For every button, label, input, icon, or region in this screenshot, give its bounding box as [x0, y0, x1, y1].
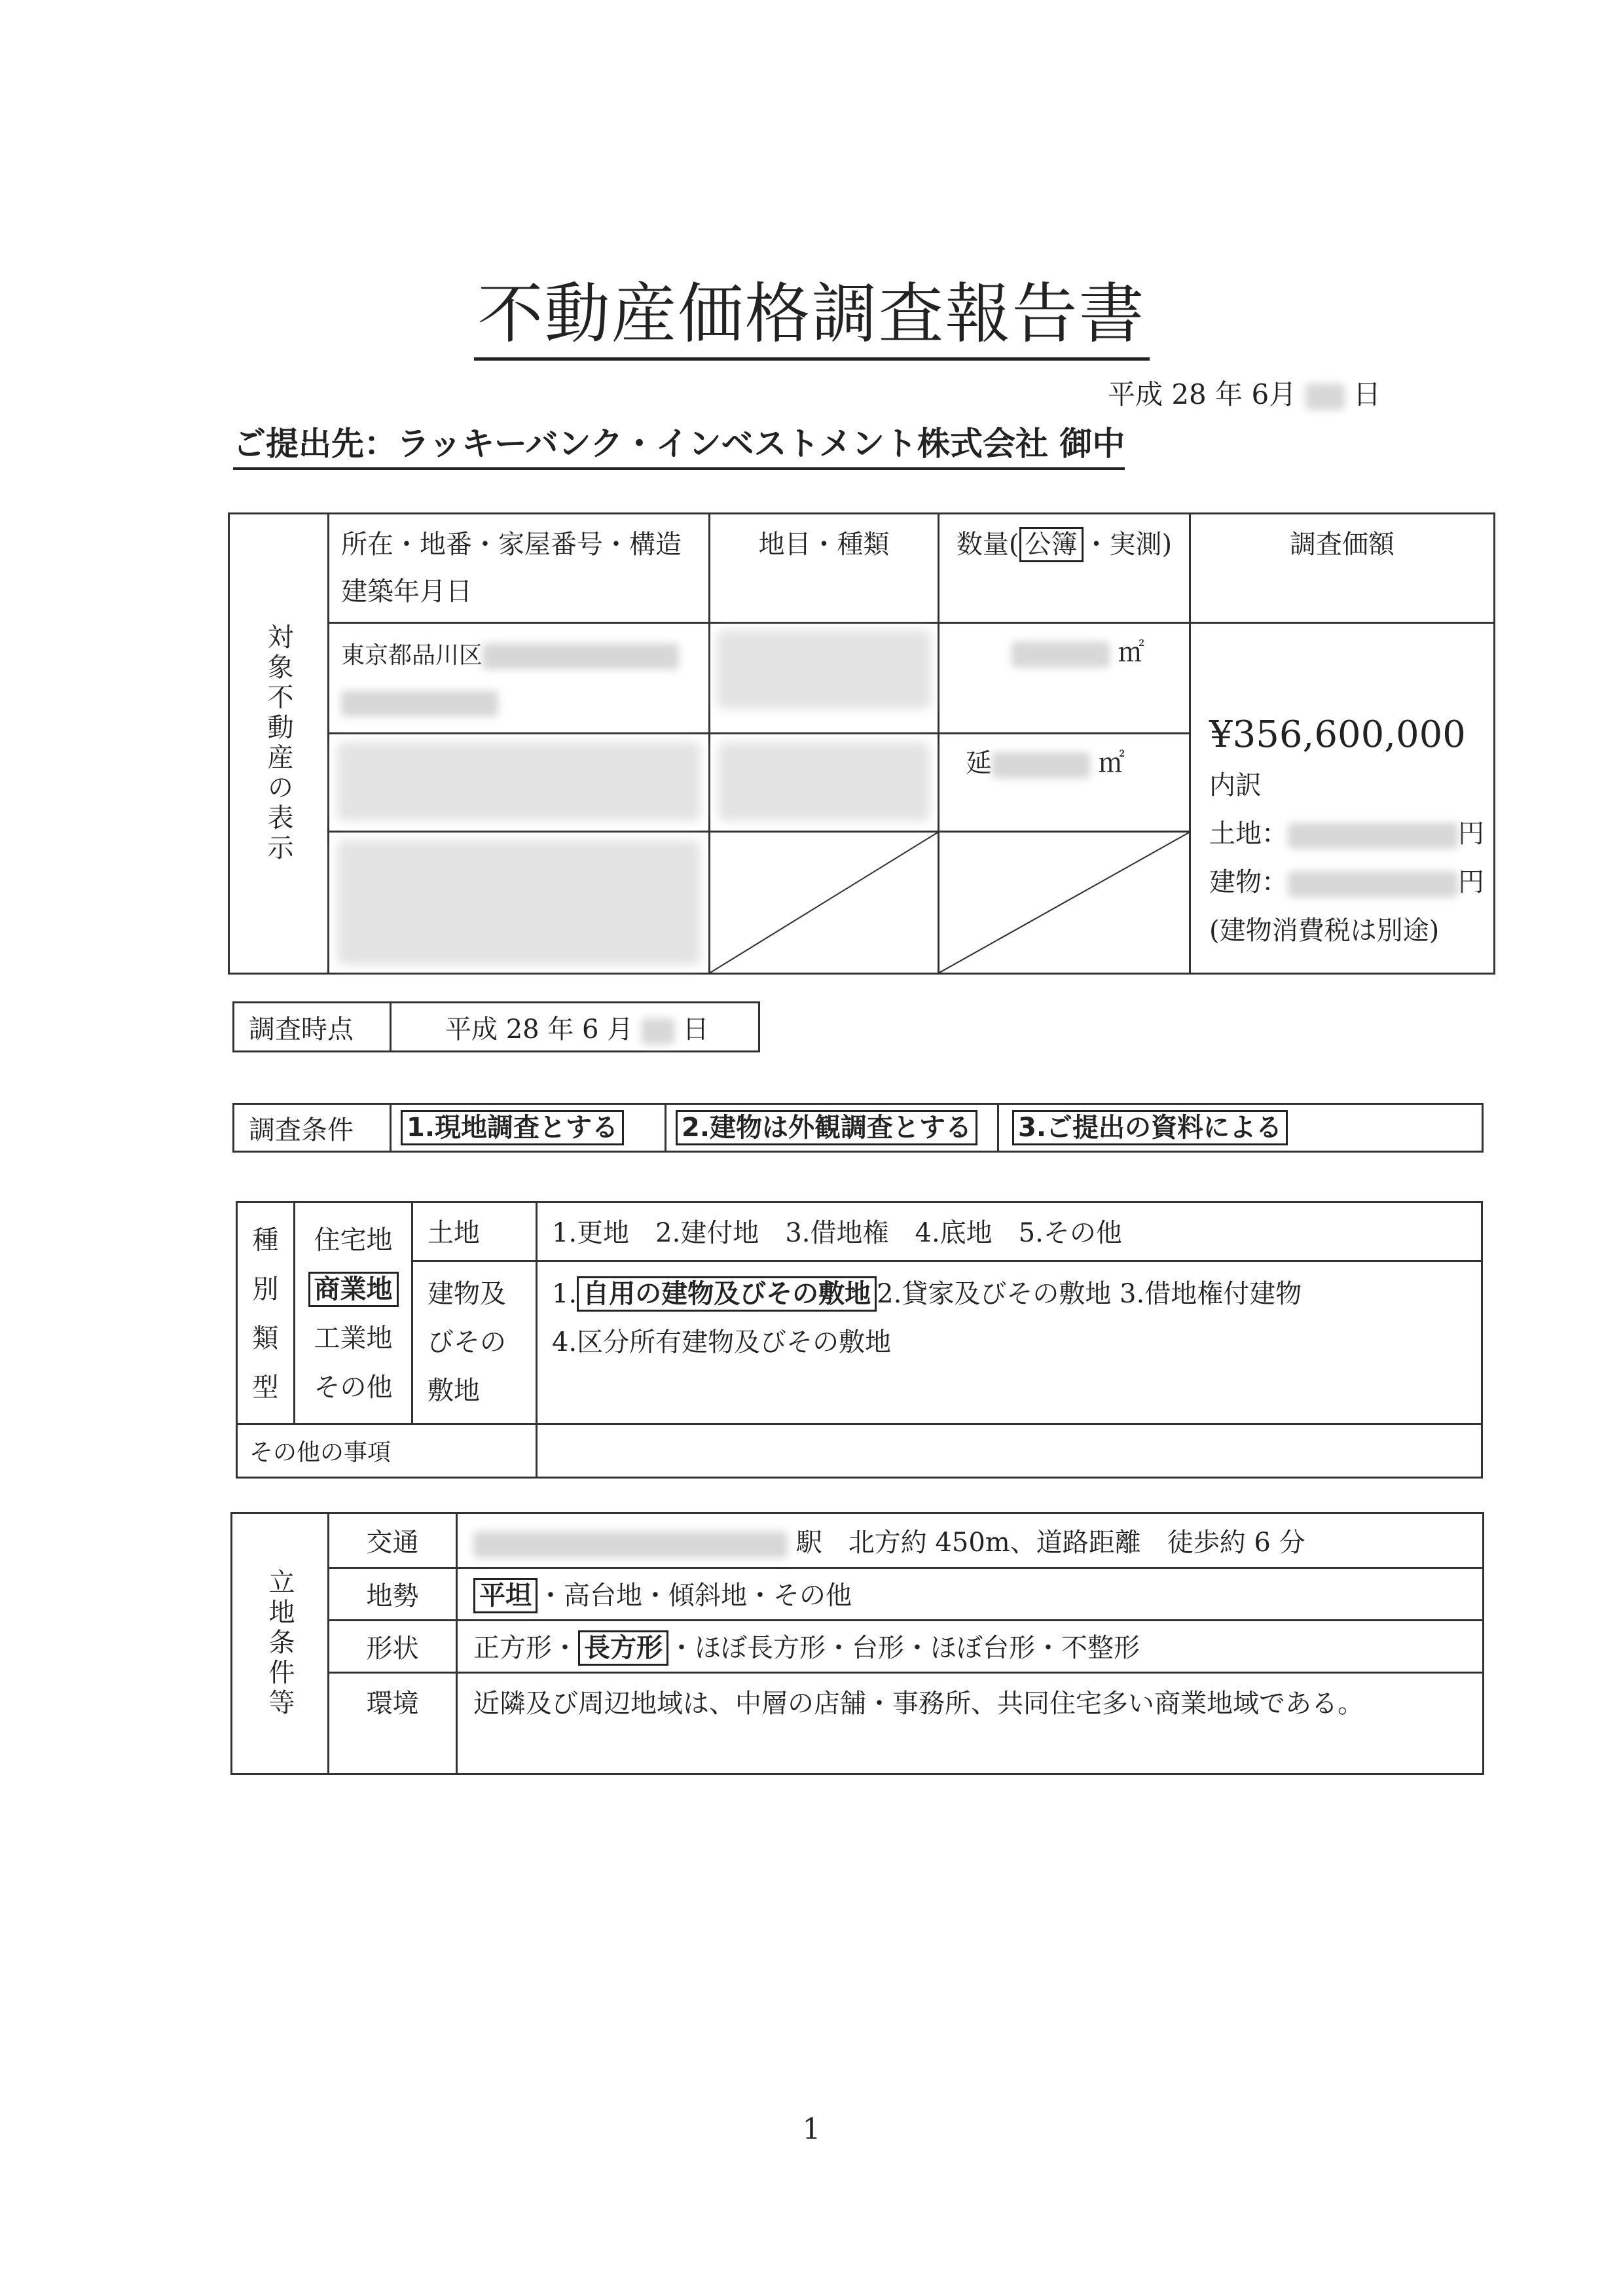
terrain-label: 地勢: [329, 1568, 457, 1621]
condition-3: 3.ご提出の資料による: [1012, 1110, 1288, 1145]
row2-unit: ㎡: [1098, 748, 1125, 778]
building-options-line1: [552, 1270, 1467, 1318]
row2-location: [329, 734, 710, 832]
row3-quantity-empty: [939, 832, 1190, 974]
row2-quantity: [939, 734, 1190, 832]
type-side-cell: [237, 1202, 295, 1424]
date-era: 平成: [1107, 378, 1163, 410]
document-title: [0, 275, 1623, 361]
redacted-building-price: [1288, 871, 1458, 897]
type-side-char-3: 類: [252, 1323, 279, 1354]
quantity-boxed: 公簿: [1019, 527, 1084, 562]
condition-3-cell: [998, 1104, 1483, 1152]
diagonal-line: [939, 833, 1189, 973]
price-cell: [1190, 623, 1495, 974]
terrain-rest: ・高台地・傾斜地・その他: [538, 1581, 852, 1611]
redacted-area: [1012, 641, 1110, 668]
title-text: 不動産価格調査報告書: [474, 275, 1150, 361]
building-label-line3: 敷地: [428, 1376, 480, 1406]
type-building-label-cell: [412, 1261, 537, 1424]
condition-1: 1.現地調査とする: [401, 1110, 624, 1145]
redacted-day: [1305, 384, 1345, 410]
building-label-line2: びその: [428, 1327, 506, 1357]
date-year-suffix: 年: [1215, 378, 1243, 410]
land-use-other: その他: [314, 1372, 393, 1403]
other-matters-value: [537, 1424, 1482, 1478]
environment-value: 近隣及び周辺地域は、中層の店舗・事務所、共同住宅多い商業地域である。: [457, 1673, 1484, 1774]
type-side-char-2: 別: [252, 1274, 279, 1304]
row1-location: [329, 623, 710, 734]
transport-value-cell: [457, 1513, 1484, 1568]
land-yen: 円: [1458, 819, 1484, 849]
redacted-station: [473, 1532, 788, 1558]
recipient: ご提出先：ラッキーバンク・インベストメント株式会社 御中: [233, 418, 1125, 470]
type-land-options: 1.更地 2.建付地 3.借地権 4.底地 5.その他: [537, 1202, 1482, 1261]
transport-label: 交通: [329, 1513, 457, 1568]
redacted-building-info: [337, 742, 701, 821]
date-month-suffix: 月: [1269, 378, 1297, 410]
page-number: 1: [802, 2113, 821, 2146]
land-price-line: [1209, 810, 1493, 858]
redacted-address-2: [341, 691, 498, 717]
land-price-label: 土地：: [1209, 819, 1288, 849]
redacted-floor-area: [992, 752, 1090, 778]
type-building-options: [537, 1261, 1482, 1424]
date-month: 6: [1251, 378, 1269, 410]
conditions-table: [232, 1103, 1484, 1153]
price-amount: ¥356,600,000: [1209, 713, 1466, 756]
survey-date-value: [391, 1003, 759, 1052]
header-quantity: [939, 514, 1190, 623]
survey-date-suffix: 日: [682, 1014, 709, 1045]
land-use-commercial-selected: 商業地: [308, 1272, 399, 1307]
header-land-category: 地目・種類: [710, 514, 939, 623]
diagonal-line: [710, 833, 938, 973]
property-side-label: 対象不動産の表示: [263, 623, 293, 864]
shape-rest: ・ほぼ長方形・台形・ほぼ台形・不整形: [668, 1633, 1140, 1663]
location-side-label: 立地条件等: [264, 1568, 295, 1719]
type-side-char-1: 種: [252, 1225, 279, 1255]
tax-note: (建物消費税は別途): [1209, 916, 1440, 946]
report-date: [1108, 373, 1381, 412]
header-price: 調査価額: [1190, 514, 1495, 623]
conditions-label: 調査条件: [234, 1104, 391, 1152]
property-table: [228, 512, 1495, 975]
quantity-prefix: 数量(: [956, 529, 1019, 560]
header-location-line2: 建築年月日: [341, 577, 472, 607]
other-matters-label: その他の事項: [237, 1424, 537, 1478]
building-label-line1: 建物及: [428, 1279, 506, 1309]
header-location-line1: 所在・地番・家屋番号・構造: [341, 529, 682, 560]
building-option-prefix: 1.: [552, 1279, 577, 1309]
survey-date-table: [232, 1001, 760, 1052]
building-price-label: 建物：: [1209, 867, 1288, 897]
terrain-selected: 平坦: [473, 1578, 538, 1613]
building-option-selected: 自用の建物及びその敷地: [577, 1276, 877, 1312]
property-side-cell: [229, 514, 329, 974]
row3-land-category-empty: [710, 832, 939, 974]
redacted-structure: [337, 840, 701, 965]
breakdown-label: 内訳: [1209, 770, 1262, 800]
row1-land-category: [710, 623, 939, 734]
condition-2: 2.建物は外観調査とする: [676, 1110, 977, 1145]
row2-prefix: 延: [966, 748, 992, 778]
building-yen: 円: [1458, 867, 1484, 897]
redacted-survey-day: [642, 1018, 674, 1045]
building-price-line: [1209, 858, 1493, 906]
location-side-cell: [232, 1513, 329, 1774]
type-land-label: 土地: [412, 1202, 537, 1261]
shape-prefix: 正方形・: [473, 1633, 578, 1663]
redacted-land-price: [1288, 823, 1458, 849]
redacted-building-type: [718, 742, 930, 821]
quantity-suffix: ・実測): [1083, 529, 1173, 560]
row2-land-category: [710, 734, 939, 832]
environment-label: 環境: [329, 1673, 457, 1774]
redacted-category: [717, 630, 931, 709]
shape-label: 形状: [329, 1621, 457, 1673]
redacted-address: [483, 643, 679, 670]
land-use-cell: [295, 1202, 412, 1424]
building-options-line2: 4.区分所有建物及びその敷地: [552, 1327, 892, 1357]
land-use-industrial: 工業地: [314, 1323, 393, 1354]
land-use-commercial-row: [295, 1265, 411, 1314]
date-day-suffix: 日: [1353, 378, 1381, 410]
terrain-value-cell: [457, 1568, 1484, 1621]
row1-unit: ㎡: [1118, 637, 1144, 668]
survey-date-label: 調査時点: [234, 1003, 391, 1052]
condition-2-cell: [666, 1104, 998, 1152]
row3-location: [329, 832, 710, 974]
shape-selected: 長方形: [578, 1630, 668, 1666]
condition-1-cell: [391, 1104, 666, 1152]
location-table: [230, 1512, 1484, 1775]
type-table: [236, 1201, 1483, 1479]
header-location: [329, 514, 710, 623]
building-option-rest: 2.貸家及びその敷地 3.借地権付建物: [877, 1279, 1302, 1309]
survey-date-prefix: 平成 28 年 6 月: [445, 1014, 634, 1045]
type-side-char-4: 型: [252, 1372, 279, 1403]
shape-value-cell: [457, 1621, 1484, 1673]
land-use-residential: 住宅地: [314, 1225, 393, 1255]
date-year: 28: [1171, 378, 1207, 410]
transport-value: 駅 北方約 450m、道路距離 徒歩約 6 分: [795, 1528, 1305, 1558]
row1-location-text: 東京都品川区: [341, 642, 483, 669]
row1-quantity: [939, 623, 1190, 734]
